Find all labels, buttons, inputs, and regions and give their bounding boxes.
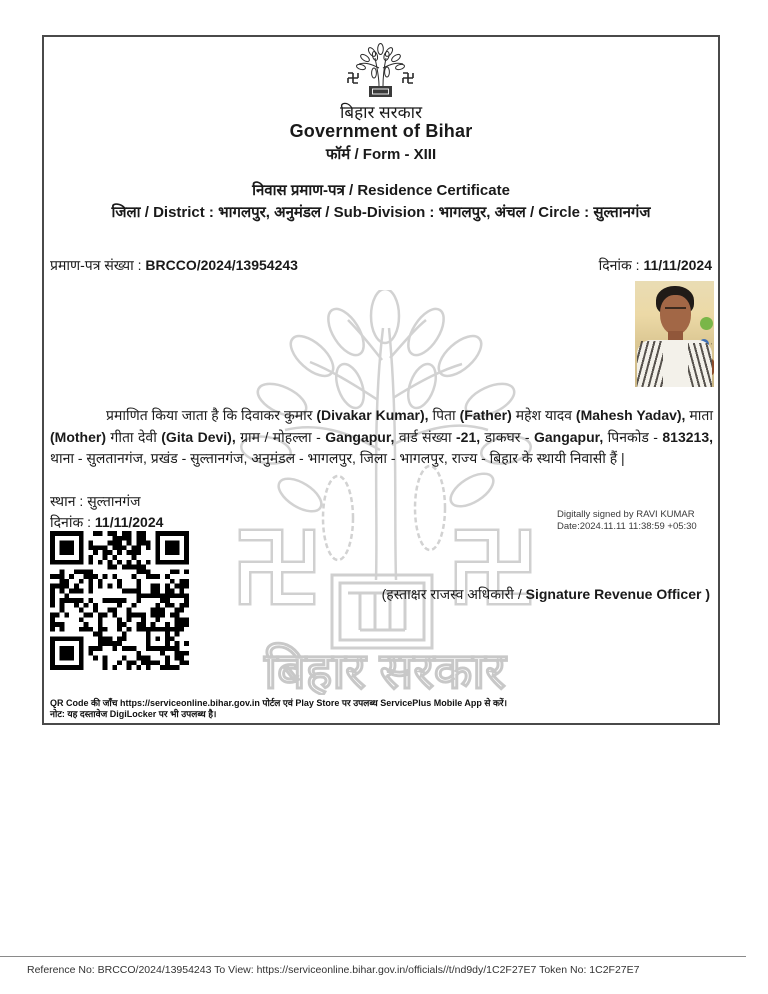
qr-verification-note (50, 698, 507, 720)
issue-place-label: स्थान : (50, 493, 88, 509)
bihar-emblem-watermark (230, 290, 540, 695)
government-name-english: Government of Bihar (289, 121, 473, 141)
issue-place-value: सुल्तानगंज (87, 493, 141, 509)
certificate-date-label: दिनांक : (598, 257, 644, 273)
certificate-body-text: प्रमाणित किया जाता है कि दिवाकर कुमार (Divakar Kumar), पिता (Father) महेश यादव (Mahesh Yadav), माता (Mother) गीता देवी (Gita Devi), ग्राम / मोहल्ला - Gangapur, वार्ड संख्या -21, डाकघर - Gangapur, पिनकोड - 813213, थाना - सुलतानगंज, प्रखंड - सुल्तानगंज, अनुमंडल - भागलपुर, जिला - भागलपुर, राज्य - बिहार के स्थायी निवासी हैं | (50, 407, 714, 466)
issue-place (50, 492, 141, 511)
certificate-number (50, 256, 298, 275)
certificate (42, 35, 720, 725)
certificate-number-value: BRCCO/2024/13954243 (145, 257, 298, 273)
qr-note-line1: QR Code की जाँच https://serviceonline.bihar.gov.in पोर्टल एवं Play Store पर उपलब्ध ServicePlus Mobile App से करें। (50, 698, 507, 708)
certificate-title: निवास प्रमाण-पत्र / Residence Certificate (252, 182, 510, 199)
district-subdivision-circle-line: जिला / District : भागलपुर, अनुमंडल / Sub-Division : भागलपुर, अंचल / Circle : सुल्तानगंज (111, 204, 651, 221)
digital-signature-line2: Date:2024.11.11 11:38:59 +05:30 (557, 521, 697, 532)
qr-code (50, 531, 189, 670)
qr-note-line2: नोट: यह दस्तावेज DigiLocker पर भी उपलब्ध है। (50, 709, 217, 719)
applicant-photo (635, 281, 714, 387)
issue-date (50, 513, 163, 532)
revenue-officer-signature-label: (हस्ताक्षर राजस्व अधिकारी / Signature Revenue Officer ) (381, 586, 710, 602)
certificate-date-value: 11/11/2024 (643, 257, 712, 273)
certificate-meta-row (50, 256, 712, 275)
footer-divider (0, 956, 746, 957)
certificate-date (599, 256, 712, 275)
digital-signature-stamp (557, 509, 697, 533)
government-name-hindi: बिहार सरकार (339, 103, 423, 122)
svg-text:बिहार सरकार: बिहार सरकार (264, 643, 506, 695)
footer-reference-line: Reference No: BRCCO/2024/13954243 To View: https://serviceonline.bihar.gov.in/officials//t/nd9dy/1C2F27E7 Token No: 1C2F27E7 (27, 964, 640, 976)
form-number: फॉर्म / Form - XIII (325, 146, 437, 163)
digital-signature-line1: Digitally signed by RAVI KUMAR (557, 509, 695, 520)
issue-date-label: दिनांक : (50, 514, 95, 530)
bihar-government-emblem-icon (339, 42, 423, 100)
issue-date-value: 11/11/2024 (94, 514, 164, 530)
certificate-number-label: प्रमाण-पत्र संख्या : (50, 257, 146, 273)
